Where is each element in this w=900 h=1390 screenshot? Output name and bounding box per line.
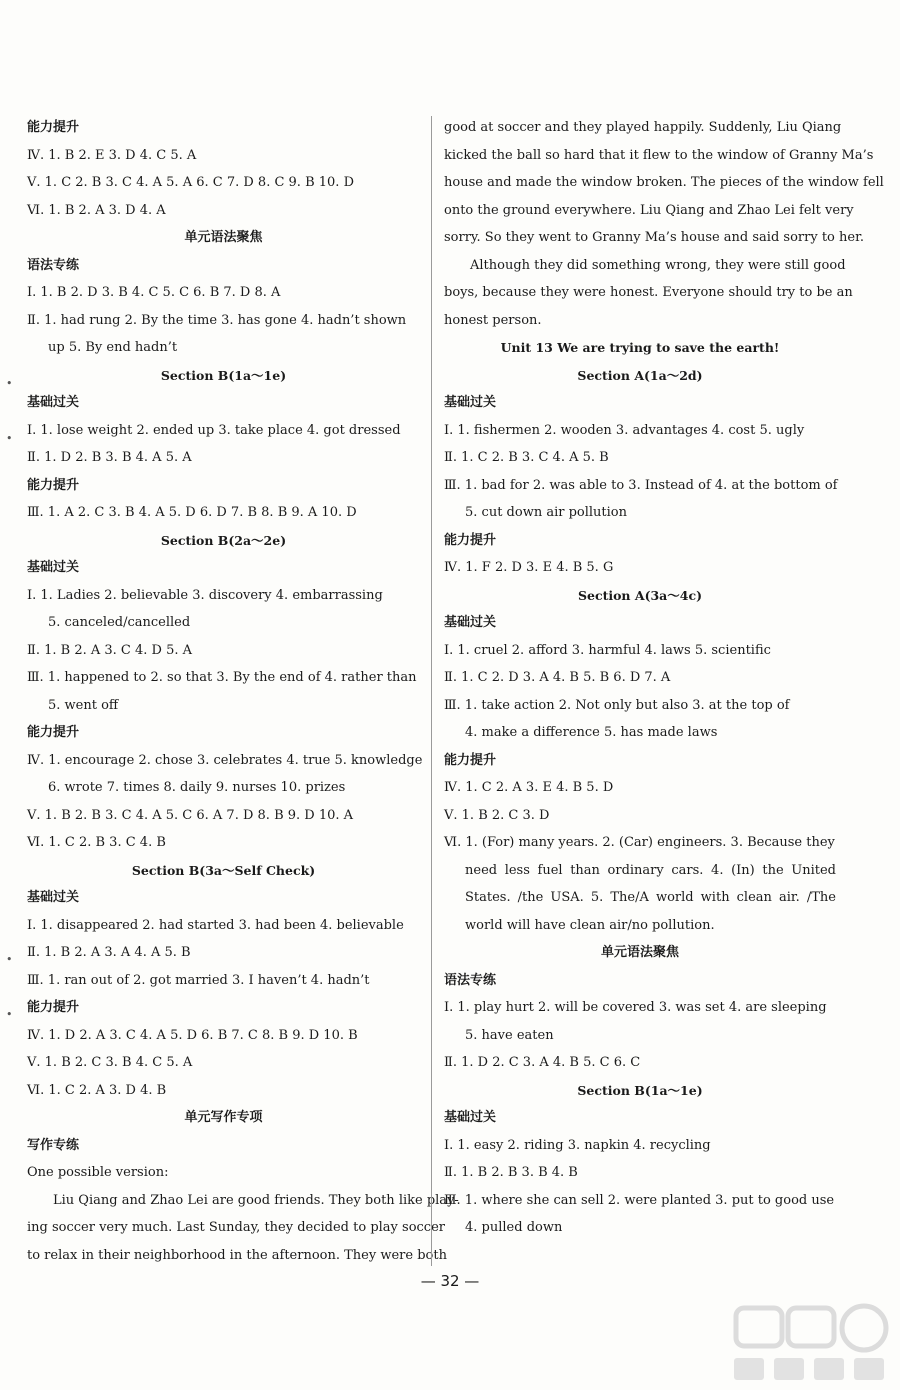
- answer-line: Ⅱ. 1. B 2. B 3. B 4. B: [444, 1165, 578, 1180]
- answer-line: Ⅴ. 1. B 2. C 3. B 4. C 5. A: [27, 1055, 193, 1070]
- answer-line: One possible version:: [27, 1165, 169, 1180]
- answer-line: up 5. By end hadn’t: [48, 340, 178, 355]
- answer-line: Ⅳ. 1. C 2. A 3. E 4. B 5. D: [444, 780, 614, 795]
- answer-line: 6. wrote 7. times 8. daily 9. nurses 10. prizes: [48, 780, 346, 795]
- answer-line: Ⅵ. 1. C 2. A 3. D 4. B: [27, 1082, 167, 1098]
- answer-line: Ⅱ. 1. D 2. C 3. A 4. B 5. C 6. C: [444, 1055, 641, 1070]
- answer-line: Although they did something wrong, they were still good: [470, 257, 846, 273]
- section-title: Section A(3a～4c): [577, 587, 703, 603]
- answer-line: Ⅲ. 1. happened to 2. so that 3. By the end of 4. rather than: [27, 670, 417, 685]
- section-title: Section B(1a～1e): [577, 1082, 703, 1098]
- section-heading: 基础过关: [27, 890, 80, 905]
- section-heading: 基础过关: [27, 395, 80, 410]
- section-heading: 语法专练: [27, 257, 80, 273]
- answer-line: Ⅱ. 1. B 2. A 3. A 4. A 5. B: [27, 945, 191, 960]
- answer-line: 5. went off: [48, 697, 119, 713]
- section-heading: 能力提升: [27, 477, 80, 493]
- answer-line: Ⅰ. 1. Ladies 2. believable 3. discovery 4. embarrassing: [27, 587, 383, 603]
- section-heading: 能力提升: [27, 725, 80, 740]
- answer-line: Ⅲ. 1. ran out of 2. got married 3. I haven’t 4. hadn’t: [27, 972, 370, 988]
- section-heading: 能力提升: [27, 120, 80, 135]
- answer-line: need less fuel than ordinary cars. 4. (In) the United: [465, 862, 836, 878]
- answer-line: Ⅱ. 1. C 2. B 3. C 4. A 5. B: [444, 450, 609, 465]
- page-number: — 32 —: [420, 1272, 480, 1290]
- answer-line: honest person.: [444, 312, 542, 328]
- answer-line: States. /the USA. 5. The/A world with clean air. /The: [465, 890, 836, 905]
- answer-line: house and made the window broken. The pieces of the window fell: [444, 175, 884, 190]
- section-heading: 能力提升: [27, 1000, 80, 1015]
- answer-line: Ⅳ. 1. D 2. A 3. C 4. A 5. D 6. B 7. C 8. B 9. D 10. B: [27, 1027, 358, 1043]
- answer-line: 4. make a difference 5. has made laws: [465, 725, 718, 740]
- answer-line: 4. pulled down: [465, 1220, 563, 1235]
- section-title: 单元语法聚焦: [600, 945, 679, 960]
- answer-line: ing soccer very much. Last Sunday, they decided to play soccer: [27, 1220, 445, 1235]
- answer-line: Ⅱ. 1. C 2. D 3. A 4. B 5. B 6. D 7. A: [444, 670, 671, 685]
- margin-dot-icon: •: [6, 377, 13, 390]
- section-heading: 基础过关: [444, 615, 497, 630]
- answer-line: Ⅵ. 1. B 2. A 3. D 4. A: [27, 202, 166, 218]
- answer-line: good at soccer and they played happily. Suddenly, Liu Qiang: [444, 120, 842, 135]
- answer-line: Ⅲ. 1. where she can sell 2. were planted 3. put to good use: [444, 1192, 835, 1208]
- answer-line: Ⅱ. 1. D 2. B 3. B 4. A 5. A: [27, 450, 192, 465]
- section-title: 单元写作专项: [184, 1110, 263, 1125]
- answer-line: Ⅲ. 1. A 2. C 3. B 4. A 5. D 6. D 7. B 8. B 9. A 10. D: [27, 505, 357, 520]
- section-title: Unit 13 We are trying to save the earth!: [500, 340, 780, 355]
- column-divider: [431, 116, 432, 1266]
- answer-line: Ⅰ. 1. lose weight 2. ended up 3. take place 4. got dressed: [27, 422, 401, 438]
- section-heading: 语法专练: [444, 972, 497, 988]
- section-heading: 基础过关: [444, 395, 497, 410]
- margin-dot-icon: •: [6, 953, 13, 966]
- section-title: Section A(1a～2d): [577, 367, 703, 383]
- section-heading: 写作专练: [27, 1137, 80, 1153]
- section-heading: 基础过关: [27, 560, 80, 575]
- answer-line: Ⅰ. 1. B 2. D 3. B 4. C 5. C 6. B 7. D 8. A: [27, 285, 281, 300]
- answer-line: Ⅰ. 1. play hurt 2. will be covered 3. was set 4. are sleeping: [444, 1000, 827, 1015]
- section-title: Section B(1a～1e): [160, 367, 287, 383]
- answer-line: Ⅱ. 1. had rung 2. By the time 3. has gone 4. hadn’t shown: [27, 312, 407, 328]
- answer-line: Ⅴ. 1. B 2. B 3. C 4. A 5. C 6. A 7. D 8. B 9. D 10. A: [27, 807, 354, 823]
- right-column: [444, 114, 884, 1242]
- answer-line: 5. have eaten: [465, 1027, 554, 1043]
- section-heading: 能力提升: [444, 532, 497, 548]
- answer-line: Ⅰ. 1. disappeared 2. had started 3. had been 4. believable: [27, 917, 404, 933]
- answer-line: to relax in their neighborhood in the afternoon. They were both: [27, 1247, 447, 1263]
- answer-line: 5. canceled/cancelled: [48, 615, 191, 630]
- section-heading: 能力提升: [444, 752, 497, 768]
- answer-line: Ⅴ. 1. B 2. C 3. D: [444, 807, 550, 823]
- answer-line: Ⅱ. 1. B 2. A 3. C 4. D 5. A: [27, 642, 193, 658]
- answer-line: Liu Qiang and Zhao Lei are good friends. They both like play-: [53, 1192, 459, 1208]
- answer-line: Ⅲ. 1. bad for 2. was able to 3. Instead of 4. at the bottom of: [444, 477, 838, 493]
- answer-line: Ⅵ. 1. C 2. B 3. C 4. B: [27, 835, 166, 850]
- section-title: Section B(2a～2e): [160, 532, 287, 548]
- answer-line: boys, because they were honest. Everyone should try to be an: [444, 285, 853, 300]
- section-title: 单元语法聚焦: [184, 230, 263, 245]
- answer-line: Ⅰ. 1. cruel 2. afford 3. harmful 4. laws 5. scientific: [444, 642, 771, 658]
- answer-line: Ⅰ. 1. easy 2. riding 3. napkin 4. recycling: [444, 1137, 711, 1153]
- answer-line: Ⅳ. 1. encourage 2. chose 3. celebrates 4. true 5. knowledge: [27, 752, 423, 768]
- answer-line: sorry. So they went to Granny Ma’s house and said sorry to her.: [444, 230, 864, 245]
- answer-line: Ⅰ. 1. fishermen 2. wooden 3. advantages 4. cost 5. ugly: [444, 422, 805, 438]
- answer-line: onto the ground everywhere. Liu Qiang and Zhao Lei felt very: [444, 202, 854, 218]
- answer-line: Ⅴ. 1. C 2. B 3. C 4. A 5. A 6. C 7. D 8. C 9. B 10. D: [27, 175, 354, 190]
- margin-dot-icon: •: [6, 432, 13, 445]
- answer-line: Ⅲ. 1. take action 2. Not only but also 3. at the top of: [444, 697, 790, 713]
- answer-line: Ⅳ. 1. B 2. E 3. D 4. C 5. A: [27, 147, 197, 163]
- section-title: Section B(3a～Self Check): [131, 862, 316, 878]
- answer-line: world will have clean air/no pollution.: [465, 917, 715, 933]
- left-column: [27, 114, 459, 1269]
- answer-line: Ⅳ. 1. F 2. D 3. E 4. B 5. G: [444, 560, 614, 575]
- section-heading: 基础过关: [444, 1110, 497, 1125]
- margin-dot-icon: •: [6, 1008, 13, 1021]
- answer-line: Ⅵ. 1. (For) many years. 2. (Car) engineers. 3. Because they: [444, 835, 835, 850]
- watermark-logo-icon: [726, 1300, 896, 1386]
- answer-line: kicked the ball so hard that it flew to the window of Granny Ma’s: [444, 147, 874, 163]
- answer-line: 5. cut down air pollution: [465, 505, 627, 520]
